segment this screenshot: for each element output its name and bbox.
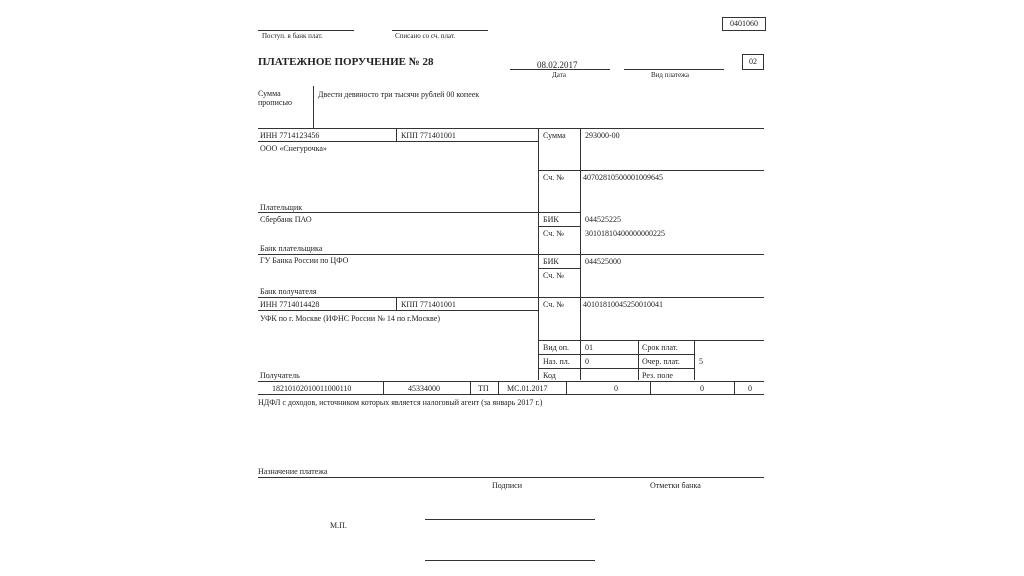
- received-label: Поступ. в банк плат.: [262, 32, 323, 40]
- purpose-label: Назначение платежа: [258, 467, 328, 476]
- recipient-kpp: КПП 771401001: [401, 300, 456, 309]
- budget-doc-date: 0: [700, 384, 704, 393]
- payer-label: Плательщик: [260, 203, 303, 212]
- op-type-label: Вид оп.: [543, 343, 569, 352]
- recipient-bank-label: Банк получателя: [260, 287, 317, 296]
- amount-words: Двести девяносто три тысячи рублей 00 копеек: [318, 90, 480, 99]
- payer-bank-corr-account: 30101810400000000225: [585, 229, 665, 238]
- payer-inn: ИНН 7714123456: [260, 131, 320, 140]
- bank-marks-label: Отметки банка: [650, 481, 701, 490]
- payer-bank-label: Банк плательщика: [260, 244, 323, 253]
- form-code-box: [722, 17, 766, 31]
- recipient-name: УФК по г. Москве (ИФНС России № 14 по г.Москве): [260, 314, 440, 323]
- recipient-bank-name: ГУ Банка России по ЦФО: [260, 256, 349, 265]
- payer-account: 40702810500001009645: [583, 173, 663, 182]
- status-code-box: [742, 54, 764, 70]
- payer-account-label: Сч. №: [543, 173, 564, 182]
- recipient-bank-bik-label: БИК: [543, 257, 559, 266]
- payer-bank-bik: 044525225: [585, 215, 621, 224]
- payer-bank-name: Сбербанк ПАО: [260, 215, 312, 224]
- amount-label: Сумма: [543, 131, 566, 140]
- page-title: ПЛАТЕЖНОЕ ПОРУЧЕНИЕ № 28: [258, 56, 434, 68]
- payment-type-label: Вид платежа: [651, 71, 690, 79]
- recipient-bank-bik: 044525000: [585, 257, 621, 266]
- purpose-code-label: Наз. пл.: [543, 357, 570, 366]
- budget-type: 0: [748, 384, 752, 393]
- date-label: Дата: [552, 71, 566, 79]
- budget-period: МС.01.2017: [507, 384, 548, 393]
- priority: 5: [699, 357, 703, 366]
- date-value: 08.02.2017: [537, 60, 578, 70]
- recipient-inn: ИНН 7714014428: [260, 300, 320, 309]
- payer-bank-acc-label: Сч. №: [543, 229, 564, 238]
- recipient-acc-label: Сч. №: [543, 300, 564, 309]
- form-code: 0401060: [730, 19, 758, 28]
- budget-doc-num: 0: [614, 384, 618, 393]
- priority-label: Очер. плат.: [642, 357, 680, 366]
- recipient-account: 40101810045250010041: [583, 300, 663, 309]
- budget-basis: ТП: [478, 384, 489, 393]
- budget-kbk: 18210102010011000110: [272, 384, 352, 393]
- recipient-bank-acc-label: Сч. №: [543, 271, 564, 280]
- seal-label: М.П.: [330, 521, 347, 530]
- signatures-label: Подписи: [492, 481, 523, 490]
- reserve-label: Рез. поле: [642, 371, 673, 380]
- code-label: Код: [543, 371, 556, 380]
- signature-line-2: [425, 560, 595, 561]
- status-code: 02: [749, 57, 757, 66]
- amount-value: 293000-00: [585, 131, 620, 140]
- purpose-code: 0: [585, 357, 589, 366]
- payer-bank-bik-label: БИК: [543, 215, 559, 224]
- purpose-text: НДФЛ с доходов, источником которых является налоговый агент (за январь 2017 г.): [258, 398, 543, 407]
- payer-name: ООО «Снегурочка»: [260, 144, 327, 153]
- recipient-label: Получатель: [260, 371, 300, 380]
- op-type: 01: [585, 343, 593, 352]
- budget-oktmo: 45334000: [408, 384, 440, 393]
- debited-label: Списано со сч. плат.: [395, 32, 456, 40]
- signature-line-1: [425, 519, 595, 520]
- payer-kpp: КПП 771401001: [401, 131, 456, 140]
- amount-words-label: Сумма прописью: [258, 89, 293, 107]
- term-label: Срок плат.: [642, 343, 678, 352]
